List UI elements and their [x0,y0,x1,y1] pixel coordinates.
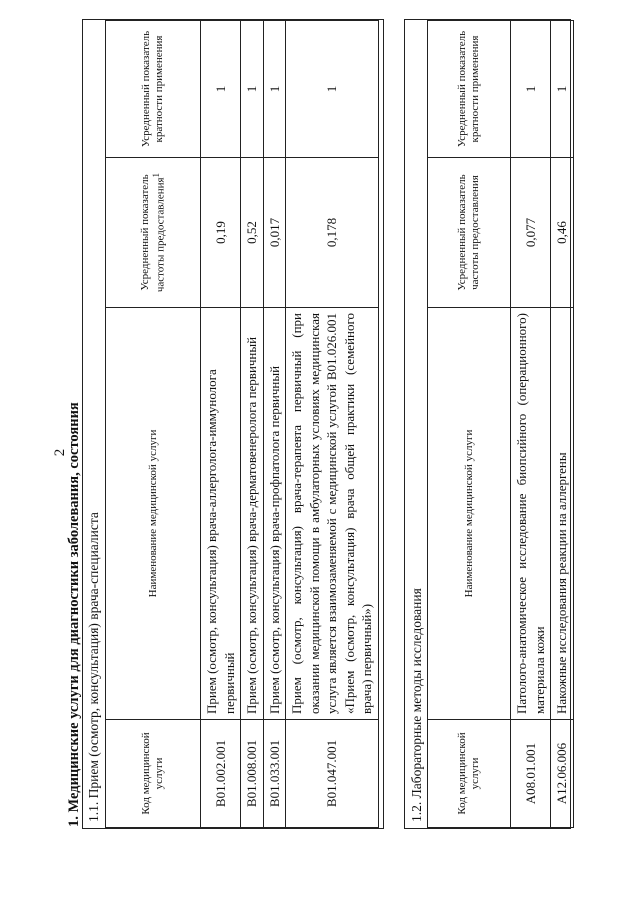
frequency-value: 0,017 [263,158,286,308]
specialist-consultations-table [105,20,379,828]
service-code: A12.06.006 [551,720,574,828]
header-multiplicity: Усредненный показатель кратности применения [428,21,511,158]
table-row [201,21,241,828]
multiplicity-value: 1 [511,21,551,158]
table-header-row [428,21,511,828]
table-row [551,21,574,828]
frequency-value: 0,52 [241,158,264,308]
service-name: Накожные исследования реакции на аллергены [551,308,574,720]
header-code: Код медицинской услуги [428,720,511,828]
section-title: 1. Медицинские услуги для диагностики заболевания, состояния [66,402,82,827]
header-frequency: Усредненный показатель частоты предоставления$^1$ [106,158,201,308]
subsection-2-box [404,19,571,829]
service-code: B01.033.001 [263,720,286,828]
service-name: Прием (осмотр, консультация) врача-терапевта первичный (при оказании медицинской помощи в амбулаторных условиях медицинская услуга является взаимозаменяемой с медицинской услугой B01.026.001 «Прием (осмотр, консультация) врача общей практики (семейного врача) первичный») [286,308,379,720]
table-row [263,21,286,828]
frequency-value: 0,19 [201,158,241,308]
frequency-value: 0,178 [286,158,379,308]
header-name: Наименование медицинской услуги [106,308,201,720]
subsection-1-box [82,19,384,829]
table-row [286,21,379,828]
header-name: Наименование медицинской услуги [428,308,511,720]
page-number: 2 [52,448,68,457]
header-code: Код медицинской услуги [106,720,201,828]
header-multiplicity: Усредненный показатель кратности применения [106,21,201,158]
table-header-row [106,21,201,828]
service-name: Прием (осмотр, консультация) врача-аллерголога-иммунолога первичный [201,308,241,720]
frequency-value: 0,077 [511,158,551,308]
service-name: Прием (осмотр, консультация) врача-профпатолога первичный [263,308,286,720]
service-name: Патолого-анатомическое исследование биопсийного (операционного) материала кожи [511,308,551,720]
frequency-value: 0,46 [551,158,574,308]
header-frequency: Усредненный показатель частоты предоставления [428,158,511,308]
multiplicity-value: 1 [551,21,574,158]
table-row [241,21,264,828]
multiplicity-value: 1 [263,21,286,158]
service-code: B01.002.001 [201,720,241,828]
laboratory-methods-table [427,20,574,828]
subsection-2-title: 1.2. Лабораторные методы исследования [409,588,424,822]
multiplicity-value: 1 [201,21,241,158]
service-code: B01.008.001 [241,720,264,828]
service-name: Прием (осмотр, консультация) врача-дерматовенеролога первичный [241,308,264,720]
multiplicity-value: 1 [241,21,264,158]
service-code: B01.047.001 [286,720,379,828]
table-row [511,21,551,828]
service-code: A08.01.001 [511,720,551,828]
multiplicity-value: 1 [286,21,379,158]
subsection-1-title: 1.1. Прием (осмотр, консультация) врача-специалиста [86,512,101,822]
